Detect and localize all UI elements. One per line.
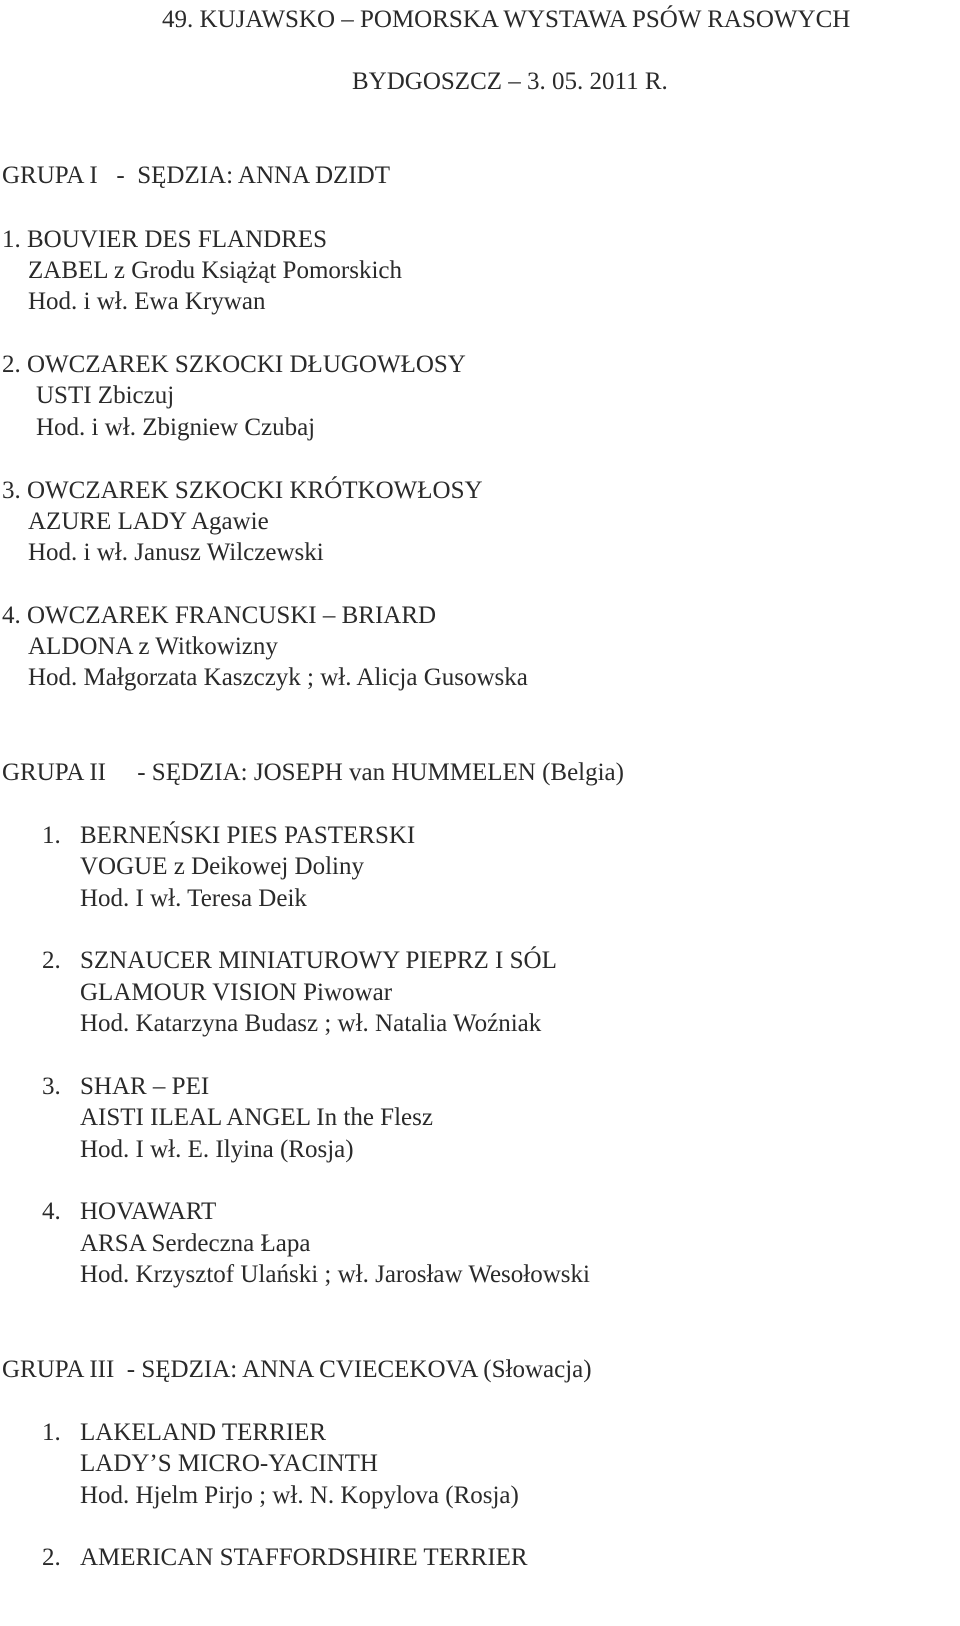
group-2-entry-2-owner: Hod. Katarzyna Budasz ; wł. Natalia Woźniak	[80, 1010, 542, 1037]
group-2-entry-3-breed	[42, 1071, 209, 1103]
group-1-entry-1-owner: Hod. i wł. Ewa Krywan	[28, 288, 266, 315]
document-subtitle: BYDGOSZCZ – 3. 05. 2011 R.	[352, 68, 668, 95]
group-1-entry-4-breed: 4. OWCZAREK FRANCUSKI – BRIARD	[2, 602, 437, 629]
group-3-entry-2-breed	[42, 1542, 528, 1574]
breed-name: HOVAWART	[80, 1198, 217, 1225]
breed-name: LAKELAND TERRIER	[80, 1419, 327, 1446]
entry-number: 4.	[42, 1198, 61, 1225]
group-3-heading: GRUPA III - SĘDZIA: ANNA CVIECEKOVA (Słowacja)	[2, 1356, 592, 1383]
group-3-entry-1-owner: Hod. Hjelm Pirjo ; wł. N. Kopylova (Rosja)	[80, 1482, 519, 1509]
group-2-entry-3-owner: Hod. I wł. E. Ilyina (Rosja)	[80, 1136, 354, 1163]
breed-name: AMERICAN STAFFORDSHIRE TERRIER	[80, 1544, 528, 1571]
breed-name: SHAR – PEI	[80, 1073, 210, 1100]
entry-number: 2.	[42, 1544, 61, 1571]
group-3-entry-1-dog: LADY’S MICRO-YACINTH	[80, 1450, 378, 1477]
group-2-entry-2-dog: GLAMOUR VISION Piwowar	[80, 979, 393, 1006]
group-1-entry-2-owner: Hod. i wł. Zbigniew Czubaj	[36, 414, 316, 441]
group-2-entry-3-dog: AISTI ILEAL ANGEL In the Flesz	[80, 1104, 433, 1131]
group-3-entry-1-breed	[42, 1417, 326, 1449]
group-2-entry-4-breed	[42, 1196, 216, 1228]
group-1-entry-2-breed: 2. OWCZAREK SZKOCKI DŁUGOWŁOSY	[2, 351, 466, 378]
group-1-entry-3-dog: AZURE LADY Agawie	[28, 508, 269, 535]
group-1-heading: GRUPA I - SĘDZIA: ANNA DZIDT	[2, 162, 390, 189]
document-title: 49. KUJAWSKO – POMORSKA WYSTAWA PSÓW RASOWYCH	[162, 6, 851, 33]
entry-number: 1.	[42, 1419, 61, 1446]
group-1-entry-2-dog: USTI Zbiczuj	[36, 382, 175, 409]
group-1-entry-4-owner: Hod. Małgorzata Kaszczyk ; wł. Alicja Gusowska	[28, 664, 528, 691]
group-2-entry-1-dog: VOGUE z Deikowej Doliny	[80, 853, 364, 880]
breed-name: BERNEŃSKI PIES PASTERSKI	[80, 822, 416, 849]
group-1-entry-3-owner: Hod. i wł. Janusz Wilczewski	[28, 539, 324, 566]
entry-number: 3.	[42, 1073, 61, 1100]
group-2-entry-2-breed	[42, 945, 557, 977]
group-2-entry-1-owner: Hod. I wł. Teresa Deik	[80, 885, 307, 912]
entry-number: 2.	[42, 947, 61, 974]
group-1-entry-1-breed: 1. BOUVIER DES FLANDRES	[2, 226, 328, 253]
group-2-entry-4-dog: ARSA Serdeczna Łapa	[80, 1230, 311, 1257]
group-2-entry-4-owner: Hod. Krzysztof Ulański ; wł. Jarosław Wesołowski	[80, 1261, 590, 1288]
group-2-entry-1-breed	[42, 820, 415, 852]
group-1-entry-3-breed: 3. OWCZAREK SZKOCKI KRÓTKOWŁOSY	[2, 477, 483, 504]
entry-number: 1.	[42, 822, 61, 849]
group-2-heading: GRUPA II - SĘDZIA: JOSEPH van HUMMELEN (Belgia)	[2, 759, 624, 786]
group-1-entry-4-dog: ALDONA z Witkowizny	[28, 633, 278, 660]
group-1-entry-1-dog: ZABEL z Grodu Książąt Pomorskich	[28, 257, 402, 284]
breed-name: SZNAUCER MINIATUROWY PIEPRZ I SÓL	[80, 947, 557, 974]
